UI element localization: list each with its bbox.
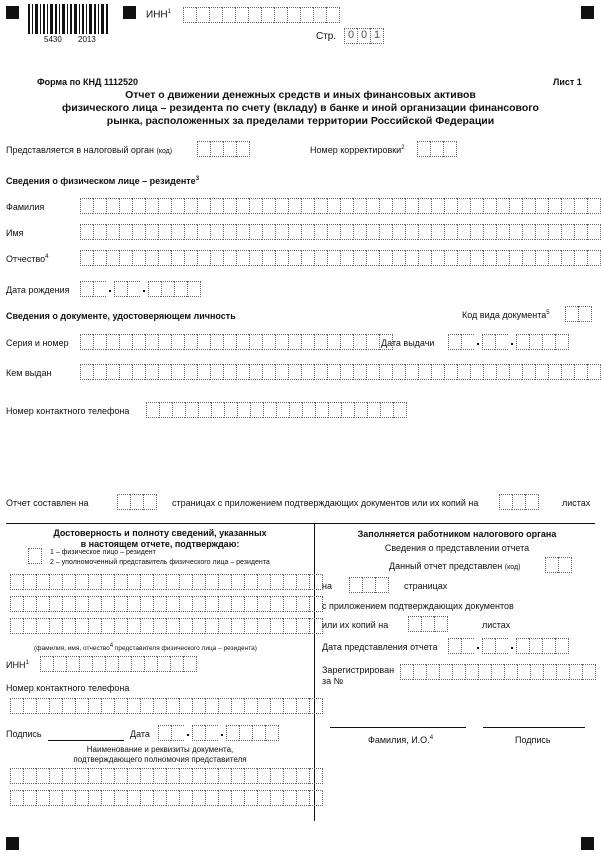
doc-section-heading: Сведения о документе, удостоверяющем личность	[6, 311, 236, 321]
rep-name-row-3[interactable]	[10, 618, 323, 634]
name-cells[interactable]	[80, 224, 601, 240]
tax-office-cells[interactable]	[197, 141, 250, 157]
doc-heading-1: Наименование и реквизиты документа,	[86, 745, 234, 754]
option-2: 2 – уполномоченный представитель физического лица – резидента	[50, 559, 270, 566]
or-copies-label: или их копий на	[322, 620, 389, 630]
corner-marker	[6, 837, 19, 850]
rep-inn-label: ИНН$^1$	[6, 660, 29, 670]
inn-cells[interactable]	[183, 7, 340, 23]
page-digit: 1	[370, 28, 384, 44]
rep-date-cells[interactable]	[158, 725, 279, 741]
series-number-cells[interactable]	[80, 334, 393, 350]
confirm-heading-1: Достоверность и полноту сведений, указанных	[53, 528, 267, 538]
corner-marker	[581, 837, 594, 850]
page-number-cells	[344, 28, 384, 44]
surname-label: Фамилия	[6, 202, 45, 212]
officer-fio-caption: Фамилия, И.О.$^4$	[368, 735, 434, 745]
officer-signature-line[interactable]	[483, 727, 585, 728]
submit-date-label: Дата представления отчета	[322, 642, 438, 652]
authority-doc-row-2[interactable]	[10, 790, 323, 806]
submitted-label: Данный отчет представлен (код)	[389, 561, 521, 571]
doc-type-cells[interactable]	[565, 306, 592, 322]
option-1: 1 – физическое лицо – резидент	[50, 549, 156, 556]
with-docs-label: с приложением подтверждающих документов	[322, 601, 514, 611]
registered-label-1: Зарегистрирован	[322, 665, 395, 675]
issued-by-label: Кем выдан	[6, 368, 52, 378]
corner-marker	[581, 6, 594, 19]
officer-signature-caption: Подпись	[515, 735, 551, 745]
rep-phone-cells[interactable]	[10, 698, 323, 714]
correction-label: Номер корректировки$^2$	[310, 145, 405, 155]
rep-name-row-1[interactable]	[10, 574, 323, 590]
sheets-count-cells[interactable]	[499, 494, 539, 510]
barcode-bars	[28, 4, 110, 34]
phone-label: Номер контактного телефона	[6, 406, 130, 416]
issue-date-cells[interactable]	[448, 334, 569, 350]
received-pages-cells[interactable]	[349, 577, 389, 593]
corner-marker	[6, 6, 19, 19]
issued-by-cells[interactable]	[80, 364, 601, 380]
rep-phone-label: Номер контактного телефона	[6, 683, 130, 693]
form-title-line1: Отчет о движении денежных средств и иных финансовых активов	[125, 89, 476, 101]
phone-cells[interactable]	[146, 402, 407, 418]
confirm-type-cell[interactable]	[28, 548, 42, 564]
registered-label-2: за №	[322, 676, 344, 686]
submission-subheading: Сведения о представлении отчета	[384, 543, 530, 553]
pages-label: страницах	[404, 581, 448, 591]
tax-officer-heading: Заполняется работником налогового органа	[357, 529, 557, 539]
patronymic-cells[interactable]	[80, 250, 601, 266]
confirm-heading-2: в настоящем отчете, подтверждаю:	[80, 539, 240, 549]
corner-marker	[123, 6, 136, 19]
submitted-code-cells[interactable]	[545, 557, 572, 573]
sheets-label: листах	[562, 498, 591, 508]
submit-date-cells[interactable]	[448, 638, 569, 654]
barcode-code: 2013	[78, 35, 96, 44]
pages-with-docs-label: страницах с приложением подтверждающих документов или их копий на	[172, 498, 479, 508]
on-label: на	[322, 581, 332, 591]
fio-caption: (фамилия, имя, отчество4 представителя физического лица – резидента)	[34, 643, 257, 653]
name-label: Имя	[6, 228, 24, 238]
page-label: Стр.	[316, 31, 337, 42]
received-sheets-cells[interactable]	[408, 616, 448, 632]
issue-date-label: Дата выдачи	[381, 338, 435, 348]
patronymic-label: Отчество$^4$	[6, 254, 49, 264]
form-code: Форма по КНД 1112520	[37, 77, 138, 87]
correction-cells[interactable]	[417, 141, 457, 157]
section-divider	[6, 523, 595, 524]
compiled-on-label: Отчет составлен на	[6, 498, 89, 508]
date-label: Дата	[130, 729, 150, 739]
signature-label: Подпись	[6, 729, 42, 739]
form-title-line3: рынка, расположенных за пределами территории Российской Федерации	[106, 115, 495, 127]
rep-name-row-2[interactable]	[10, 596, 323, 612]
sheet-label: Лист 1	[553, 77, 582, 87]
series-number-label: Серия и номер	[6, 338, 69, 348]
signature-line[interactable]	[48, 740, 124, 741]
authority-doc-row-1[interactable]	[10, 768, 323, 784]
registration-number-cells[interactable]	[400, 664, 596, 680]
person-section-heading: Сведения о физическом лице – резиденте$^3$	[6, 176, 200, 186]
barcode-number: 5430	[44, 35, 62, 44]
tax-office-label: Представляется в налоговый орган (код)	[6, 145, 173, 155]
birth-date-label: Дата рождения	[6, 285, 70, 295]
pages-count-cells[interactable]	[117, 494, 157, 510]
doc-heading-2: подтверждающего полномочия представителя	[73, 755, 247, 764]
barcode	[28, 4, 110, 34]
birth-date-cells[interactable]	[80, 281, 201, 297]
page-digit: 0	[357, 28, 370, 44]
doc-type-label: Код вида документа$^5$	[462, 310, 550, 320]
page-digit: 0	[344, 28, 357, 44]
inn-label: ИНН$^1$	[146, 9, 171, 21]
officer-name-line[interactable]	[330, 727, 466, 728]
surname-cells[interactable]	[80, 198, 601, 214]
form-title-line2: физического лица – резидента по счету (вкладу) в банке и иной организации финансового	[62, 102, 539, 114]
rep-inn-cells[interactable]	[40, 656, 197, 672]
right-sheets-label: листах	[482, 620, 511, 630]
